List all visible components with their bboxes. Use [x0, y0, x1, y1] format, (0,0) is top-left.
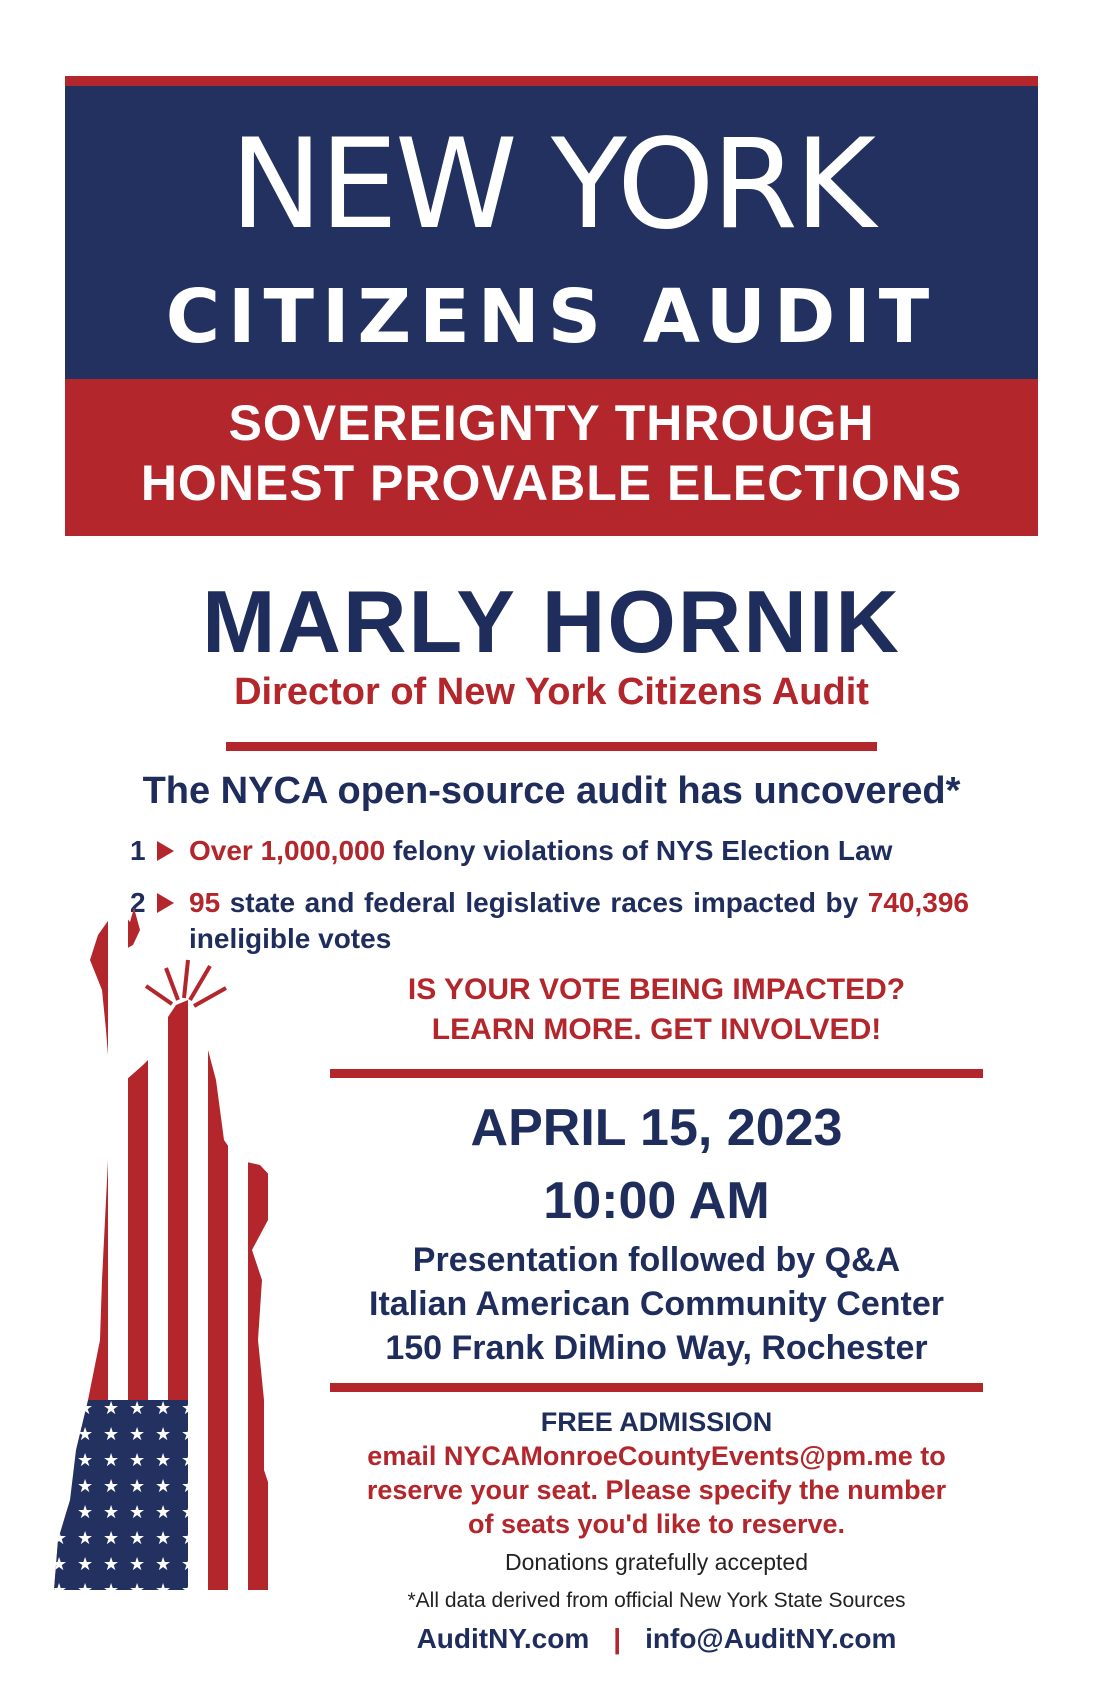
finding-highlight: Over 1,000,000 [189, 835, 386, 866]
title-citizens-audit: CITIZENS AUDIT [165, 274, 938, 360]
findings-lead: The NYCA open-source audit has uncovered* [142, 770, 961, 812]
reservation-line3: of seats you'd like to reserve. [467, 1509, 846, 1539]
callout-line2: LEARN MORE. GET INVOLVED! [431, 1013, 882, 1046]
event-address: 150 Frank DiMino Way, Rochester [385, 1329, 928, 1367]
divider-rule [330, 1069, 983, 1078]
tagline-line2: HONEST PROVABLE ELECTIONS [140, 455, 963, 511]
finding-highlight: 95 [189, 887, 221, 918]
donations-note: Donations gratefully accepted [504, 1549, 809, 1575]
event-format: Presentation followed by Q&A [412, 1241, 901, 1279]
event-time: 10:00 AM [543, 1172, 770, 1230]
reservation-info [330, 1439, 983, 1541]
tagline-line1: SOVEREIGNTY THROUGH [228, 395, 875, 451]
event-venue: Italian American Community Center [369, 1285, 944, 1323]
data-source-footnote: *All data derived from official New York State Sources [407, 1589, 906, 1612]
footer-links [330, 1620, 983, 1658]
statue-of-liberty-flag-icon [48, 900, 308, 1620]
finding-description-2: ineligible votes [189, 923, 392, 954]
event-date: APRIL 15, 2023 [470, 1099, 843, 1157]
divider-rule [330, 1383, 983, 1392]
finding-description: state and federal legislative races impacted by [220, 887, 868, 918]
footer-separator: | [613, 1623, 622, 1654]
arrow-icon [157, 841, 174, 861]
reservation-line1: email NYCAMonroeCountyEvents@pm.me to [367, 1441, 946, 1471]
finding-text [189, 833, 969, 869]
finding-highlight-2: 740,396 [867, 887, 969, 918]
website-link[interactable]: AuditNY.com [416, 1623, 590, 1654]
speaker-name: MARLY HORNIK [202, 572, 901, 671]
finding-description: felony violations of NYS Election Law [385, 835, 893, 866]
crown-rays [146, 960, 226, 1006]
call-to-action [330, 970, 983, 1050]
tagline [65, 393, 1038, 513]
divider-rule [226, 742, 877, 751]
email-link[interactable]: info@AuditNY.com [645, 1623, 897, 1654]
callout-line1: IS YOUR VOTE BEING IMPACTED? [407, 973, 906, 1006]
speaker-role: Director of New York Citizens Audit [234, 671, 869, 713]
finding-number: 2 [130, 887, 146, 918]
reservation-line2: reserve your seat. Please specify the number [366, 1475, 947, 1505]
top-red-rule [65, 76, 1038, 86]
admission-heading: FREE ADMISSION [540, 1407, 773, 1437]
event-details [330, 1238, 983, 1370]
title-new-york: NEW YORK [229, 113, 874, 257]
finding-number: 1 [130, 835, 146, 866]
